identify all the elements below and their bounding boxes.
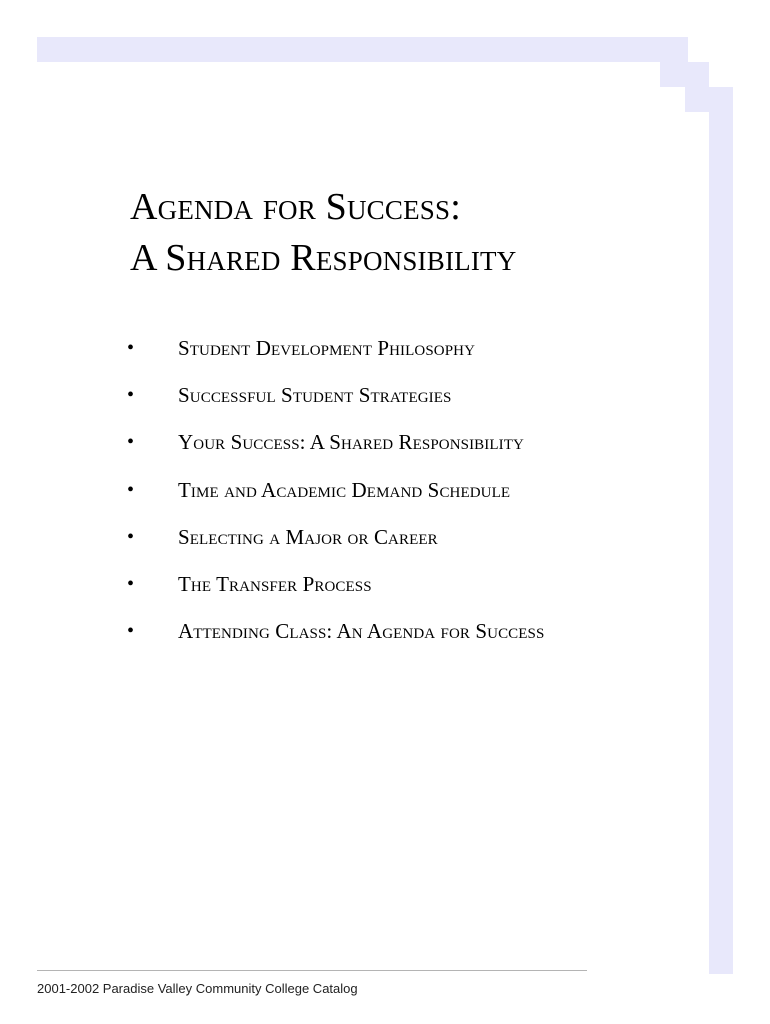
footer-divider	[37, 970, 587, 971]
agenda-item-label: Attending Class: An Agenda for Success	[178, 619, 545, 644]
footer-caption: 2001-2002 Paradise Valley Community College Catalog	[37, 981, 358, 996]
page-title	[130, 182, 516, 284]
agenda-item	[0, 569, 700, 616]
agenda-item	[0, 333, 700, 380]
agenda-item-label: The Transfer Process	[178, 571, 372, 596]
bullet-icon: •	[127, 525, 135, 548]
bullet-icon: •	[127, 431, 135, 454]
page-title-line-2: A Shared Responsibility	[130, 237, 517, 279]
agenda-list	[0, 333, 700, 663]
agenda-item-label: Time and Academic Demand Schedule	[178, 477, 511, 502]
bullet-icon: •	[127, 337, 135, 359]
agenda-item	[0, 475, 700, 522]
agenda-item	[0, 522, 700, 569]
agenda-item-label: Your Success: A Shared Responsibility	[178, 430, 524, 455]
page-title-line-1: Agenda for Success:	[130, 186, 461, 228]
bullet-icon: •	[127, 572, 135, 595]
bullet-icon: •	[127, 620, 135, 643]
decorative-right-band	[709, 87, 733, 974]
agenda-item	[0, 616, 700, 663]
agenda-item-label: Successful Student Strategies	[178, 383, 452, 408]
decorative-corner-step	[660, 62, 709, 87]
agenda-item	[0, 427, 700, 474]
agenda-item	[0, 380, 700, 427]
decorative-top-band	[37, 37, 688, 62]
bullet-icon: •	[127, 478, 135, 501]
bullet-icon: •	[127, 384, 135, 407]
agenda-item-label: Selecting a Major or Career	[178, 524, 438, 549]
agenda-item-label: Student Development Philosophy	[178, 336, 476, 360]
